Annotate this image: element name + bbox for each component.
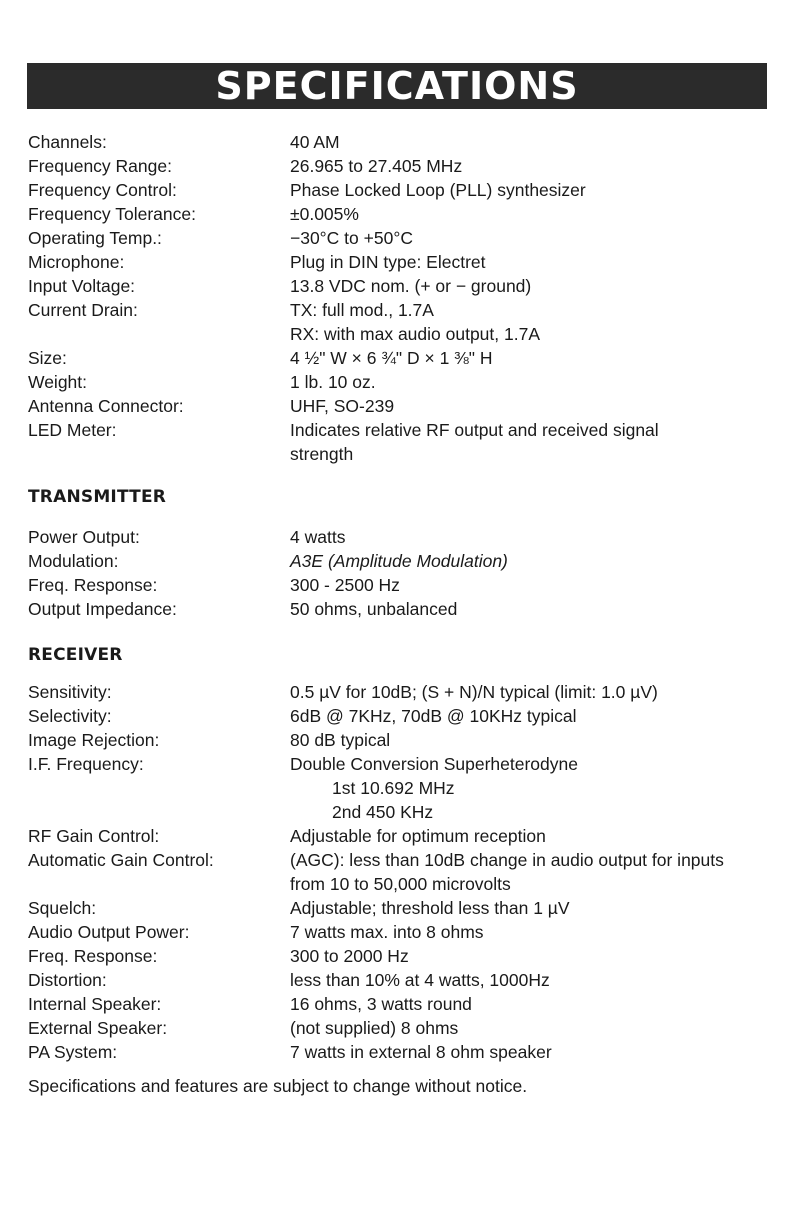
general-specs-list bbox=[28, 130, 767, 466]
spec-row bbox=[28, 298, 767, 322]
spec-value: A3E (Amplitude Modulation) bbox=[290, 551, 508, 571]
spec-label: Internal Speaker: bbox=[28, 994, 162, 1014]
spec-row bbox=[28, 992, 767, 1016]
spec-label: Operating Temp.: bbox=[28, 228, 162, 248]
spec-label: Image Rejection: bbox=[28, 730, 160, 750]
spec-label: Current Drain: bbox=[28, 300, 138, 320]
spec-label: Frequency Control: bbox=[28, 180, 177, 200]
page-title: SPECIFICATIONS bbox=[215, 64, 579, 108]
spec-row bbox=[28, 525, 767, 549]
spec-label: Sensitivity: bbox=[28, 682, 112, 702]
spec-row bbox=[28, 322, 767, 346]
spec-label: Input Voltage: bbox=[28, 276, 136, 296]
spec-label: Output Impedance: bbox=[28, 599, 177, 619]
receiver-specs-list bbox=[28, 680, 767, 1064]
spec-value: 300 to 2000 Hz bbox=[290, 946, 409, 966]
transmitter-specs-list bbox=[28, 525, 767, 621]
spec-label: Channels: bbox=[28, 132, 107, 152]
spec-value: 7 watts max. into 8 ohms bbox=[290, 922, 484, 942]
spec-row bbox=[28, 872, 767, 896]
spec-label: Frequency Range: bbox=[28, 156, 172, 176]
spec-value: RX: with max audio output, 1.7A bbox=[290, 324, 540, 344]
spec-label: Modulation: bbox=[28, 551, 119, 571]
spec-label: I.F. Frequency: bbox=[28, 754, 144, 774]
transmitter-heading: TRANSMITTER bbox=[28, 487, 167, 507]
spec-value: (AGC): less than 10dB change in audio output for inputs bbox=[290, 850, 724, 870]
spec-row bbox=[28, 226, 767, 250]
spec-row bbox=[28, 130, 767, 154]
spec-value: 1st 10.692 MHz bbox=[332, 778, 455, 798]
spec-label: Freq. Response: bbox=[28, 946, 158, 966]
spec-row bbox=[28, 776, 767, 800]
spec-label: Audio Output Power: bbox=[28, 922, 190, 942]
spec-value: 0.5 µV for 10dB; (S + N)/N typical (limit: 1.0 µV) bbox=[290, 682, 658, 702]
spec-row bbox=[28, 824, 767, 848]
spec-value: Plug in DIN type: Electret bbox=[290, 252, 486, 272]
page-title-banner bbox=[27, 63, 767, 109]
spec-row bbox=[28, 752, 767, 776]
spec-label: Distortion: bbox=[28, 970, 107, 990]
spec-value: 4 ½" W × 6 ¾" D × 1 ⅜" H bbox=[290, 348, 493, 368]
spec-label bbox=[28, 872, 290, 896]
spec-row bbox=[28, 250, 767, 274]
spec-label: Frequency Tolerance: bbox=[28, 204, 196, 224]
spec-label: Freq. Response: bbox=[28, 575, 158, 595]
spec-label: PA System: bbox=[28, 1042, 118, 1062]
spec-value: 300 - 2500 Hz bbox=[290, 575, 400, 595]
spec-value: 7 watts in external 8 ohm speaker bbox=[290, 1042, 552, 1062]
spec-label: Automatic Gain Control: bbox=[28, 850, 214, 870]
receiver-heading: RECEIVER bbox=[28, 645, 123, 665]
spec-row bbox=[28, 202, 767, 226]
spec-row bbox=[28, 944, 767, 968]
spec-label bbox=[28, 322, 290, 346]
spec-row bbox=[28, 920, 767, 944]
spec-value: 40 AM bbox=[290, 132, 340, 152]
spec-value: 6dB @ 7KHz, 70dB @ 10KHz typical bbox=[290, 706, 577, 726]
spec-value: 26.965 to 27.405 MHz bbox=[290, 156, 463, 176]
spec-label: Size: bbox=[28, 348, 67, 368]
spec-value: −30°C to +50°C bbox=[290, 228, 413, 248]
spec-row bbox=[28, 573, 767, 597]
spec-label: External Speaker: bbox=[28, 1018, 168, 1038]
spec-value: 2nd 450 KHz bbox=[332, 802, 434, 822]
spec-label bbox=[28, 776, 290, 800]
spec-value: 80 dB typical bbox=[290, 730, 391, 750]
spec-row bbox=[28, 1016, 767, 1040]
spec-value: less than 10% at 4 watts, 1000Hz bbox=[290, 970, 550, 990]
spec-value: 4 watts bbox=[290, 527, 346, 547]
spec-row bbox=[28, 704, 767, 728]
spec-label: Squelch: bbox=[28, 898, 97, 918]
spec-label bbox=[28, 800, 290, 824]
spec-row bbox=[28, 346, 767, 370]
spec-value: TX: full mod., 1.7A bbox=[290, 300, 434, 320]
spec-row bbox=[28, 418, 767, 442]
spec-label: Weight: bbox=[28, 372, 88, 392]
spec-row bbox=[28, 680, 767, 704]
spec-row bbox=[28, 274, 767, 298]
spec-label: Power Output: bbox=[28, 527, 140, 547]
spec-row bbox=[28, 154, 767, 178]
spec-value: strength bbox=[290, 444, 354, 464]
spec-value: Adjustable; threshold less than 1 µV bbox=[290, 898, 570, 918]
spec-row bbox=[28, 968, 767, 992]
disclaimer-note: Specifications and features are subject to change without notice. bbox=[28, 1076, 528, 1096]
spec-row bbox=[28, 370, 767, 394]
spec-row bbox=[28, 800, 767, 824]
spec-value: (not supplied) 8 ohms bbox=[290, 1018, 459, 1038]
spec-value: ±0.005% bbox=[290, 204, 359, 224]
spec-value: 1 lb. 10 oz. bbox=[290, 372, 376, 392]
spec-label: LED Meter: bbox=[28, 420, 117, 440]
spec-label: RF Gain Control: bbox=[28, 826, 160, 846]
spec-row bbox=[28, 597, 767, 621]
spec-row bbox=[28, 1040, 767, 1064]
spec-label: Antenna Connector: bbox=[28, 396, 184, 416]
spec-value: Double Conversion Superheterodyne bbox=[290, 754, 578, 774]
spec-row bbox=[28, 728, 767, 752]
spec-row bbox=[28, 178, 767, 202]
spec-value: UHF, SO-239 bbox=[290, 396, 395, 416]
spec-value: 16 ohms, 3 watts round bbox=[290, 994, 472, 1014]
spec-value: 13.8 VDC nom. (+ or − ground) bbox=[290, 276, 532, 296]
spec-value: Adjustable for optimum reception bbox=[290, 826, 546, 846]
spec-value: 50 ohms, unbalanced bbox=[290, 599, 458, 619]
spec-row bbox=[28, 896, 767, 920]
spec-value: Indicates relative RF output and received signal bbox=[290, 420, 659, 440]
spec-value: from 10 to 50,000 microvolts bbox=[290, 874, 511, 894]
spec-row bbox=[28, 848, 767, 872]
spec-value: Phase Locked Loop (PLL) synthesizer bbox=[290, 180, 586, 200]
spec-label: Microphone: bbox=[28, 252, 125, 272]
spec-row bbox=[28, 442, 767, 466]
spec-row bbox=[28, 394, 767, 418]
spec-label: Selectivity: bbox=[28, 706, 112, 726]
spec-row bbox=[28, 549, 767, 573]
spec-label bbox=[28, 442, 290, 466]
